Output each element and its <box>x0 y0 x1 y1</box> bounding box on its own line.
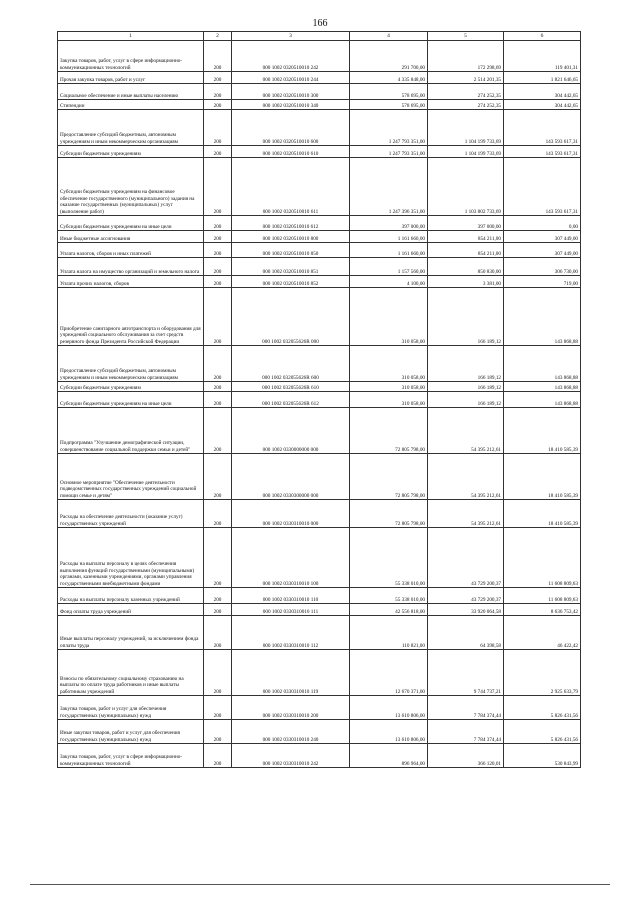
row-executed-cell: 7 784 374,44 <box>428 696 504 720</box>
row-budget-code-cell: 000 1002 0320510010 242 <box>232 41 350 72</box>
budget-table <box>57 31 581 768</box>
row-executed-cell: 1 104 199 733,69 <box>428 110 504 146</box>
row-name-cell: Субсидии бюджетным учреждениям <box>58 382 204 392</box>
row-executed-cell: 7 784 374,44 <box>428 720 504 744</box>
row-executed-cell: 166 189,12 <box>428 382 504 392</box>
row-name-cell: Предоставление субсидий бюджетным, автономным учреждениям и иным некоммерческим организациям <box>58 346 204 382</box>
table-row <box>58 84 581 100</box>
row-budget-code-cell: 000 1002 0330310010 112 <box>232 616 350 650</box>
row-remaining-cell: 306 730,00 <box>504 258 581 276</box>
table-row <box>58 100 581 110</box>
row-name-cell: Закупка товаров, работ, услуг в сфере информационно-коммуникационных технологий <box>58 41 204 72</box>
row-name-cell: Фонд оплаты труда учреждений <box>58 604 204 616</box>
row-line-code-cell: 200 <box>204 382 232 392</box>
row-approved-cell: 310 058,00 <box>350 288 428 346</box>
table-row <box>58 216 581 231</box>
column-header: 3 <box>232 32 350 41</box>
row-approved-cell: 72 805 798,00 <box>350 408 428 454</box>
row-executed-cell: 166 189,12 <box>428 392 504 408</box>
row-approved-cell: 1 157 560,00 <box>350 258 428 276</box>
header-row <box>58 32 581 41</box>
row-remaining-cell: 5 826 431,56 <box>504 696 581 720</box>
row-remaining-cell: 307 449,00 <box>504 231 581 243</box>
row-name-cell: Расходы на выплаты персоналу в целях обеспечения выполнения функций государственными (муниципальными) органами, казенными учреждениями, органами управления государственными внебюджетными фондами <box>58 528 204 588</box>
row-budget-code-cell: 000 1002 032055626R 610 <box>232 382 350 392</box>
row-approved-cell: 12 670 371,00 <box>350 650 428 696</box>
row-approved-cell: 13 610 806,00 <box>350 720 428 744</box>
row-approved-cell: 4 100,00 <box>350 276 428 288</box>
row-approved-cell: 42 556 818,00 <box>350 604 428 616</box>
row-remaining-cell: 46 422,42 <box>504 616 581 650</box>
page-bottom-rule <box>30 884 610 885</box>
row-executed-cell: 1 103 802 733,69 <box>428 158 504 216</box>
row-approved-cell: 55 338 010,00 <box>350 528 428 588</box>
row-approved-cell: 578 695,00 <box>350 84 428 100</box>
row-approved-cell: 13 610 806,00 <box>350 696 428 720</box>
row-name-cell: Субсидии бюджетным учреждениям на иные цели <box>58 216 204 231</box>
row-budget-code-cell: 000 1002 032055626R 600 <box>232 346 350 382</box>
row-line-code-cell: 200 <box>204 288 232 346</box>
row-budget-code-cell: 000 1002 0320510010 851 <box>232 258 350 276</box>
row-approved-cell: 578 695,00 <box>350 100 428 110</box>
row-line-code-cell: 200 <box>204 408 232 454</box>
table-row <box>58 696 581 720</box>
row-budget-code-cell: 000 1002 0330310010 200 <box>232 696 350 720</box>
row-name-cell: Стипендии <box>58 100 204 110</box>
row-executed-cell: 3 381,00 <box>428 276 504 288</box>
row-remaining-cell: 719,00 <box>504 276 581 288</box>
row-executed-cell: 366 120,01 <box>428 744 504 768</box>
table-row <box>58 41 581 72</box>
row-remaining-cell: 5 826 431,56 <box>504 720 581 744</box>
row-approved-cell: 110 821,00 <box>350 616 428 650</box>
table-row <box>58 616 581 650</box>
row-remaining-cell: 143 593 617,31 <box>504 110 581 146</box>
row-approved-cell: 4 335 848,00 <box>350 72 428 84</box>
row-budget-code-cell: 000 1002 0330310010 100 <box>232 528 350 588</box>
row-line-code-cell: 200 <box>204 346 232 382</box>
row-name-cell: Закупка товаров, работ, услуг в сфере информационно-коммуникационных технологий <box>58 744 204 768</box>
row-line-code-cell: 200 <box>204 276 232 288</box>
row-remaining-cell: 143 868,88 <box>504 288 581 346</box>
row-name-cell: Уплата налога на имущество организаций и земельного налога <box>58 258 204 276</box>
column-header: 5 <box>428 32 504 41</box>
row-approved-cell: 310 058,00 <box>350 382 428 392</box>
table-row <box>58 650 581 696</box>
row-name-cell: Иные бюджетные ассигнования <box>58 231 204 243</box>
row-name-cell: Закупка товаров, работ и услуг для обеспечения государственных (муниципальных) нужд <box>58 696 204 720</box>
row-executed-cell: 274 252,35 <box>428 100 504 110</box>
row-budget-code-cell: 000 1002 0330310010 240 <box>232 720 350 744</box>
row-approved-cell: 310 058,00 <box>350 346 428 382</box>
row-remaining-cell: 143 593 617,31 <box>504 146 581 158</box>
row-approved-cell: 1 161 660,00 <box>350 243 428 258</box>
table-row <box>58 588 581 604</box>
column-header: 6 <box>504 32 581 41</box>
row-budget-code-cell: 000 1002 0320510010 850 <box>232 243 350 258</box>
table-row <box>58 408 581 454</box>
row-remaining-cell: 143 593 617,31 <box>504 158 581 216</box>
row-budget-code-cell: 000 1002 0320510010 611 <box>232 158 350 216</box>
table-row <box>58 500 581 528</box>
row-line-code-cell: 200 <box>204 41 232 72</box>
row-line-code-cell: 200 <box>204 258 232 276</box>
row-approved-cell: 1 247 793 351,00 <box>350 146 428 158</box>
row-line-code-cell: 200 <box>204 696 232 720</box>
row-remaining-cell: 18 410 585,39 <box>504 408 581 454</box>
row-name-cell: Уплата прочих налогов, сборов <box>58 276 204 288</box>
table-row <box>58 382 581 392</box>
row-name-cell: Подпрограмма "Улучшение демографической ситуации, совершенствование социальной поддержки семьи и детей" <box>58 408 204 454</box>
row-budget-code-cell: 000 1002 0330310010 119 <box>232 650 350 696</box>
row-approved-cell: 896 964,00 <box>350 744 428 768</box>
row-remaining-cell: 143 868,88 <box>504 346 581 382</box>
column-header: 2 <box>204 32 232 41</box>
row-remaining-cell: 530 843,99 <box>504 744 581 768</box>
row-approved-cell: 1 247 396 351,00 <box>350 158 428 216</box>
column-header: 1 <box>58 32 204 41</box>
row-approved-cell: 291 700,00 <box>350 41 428 72</box>
row-name-cell: Основное мероприятие "Обеспечение деятельности подведомственных государственных учреждений социальной помощи семье и детям" <box>58 454 204 500</box>
row-budget-code-cell: 000 1002 032055626R 612 <box>232 392 350 408</box>
row-budget-code-cell: 000 1002 0330310010 242 <box>232 744 350 768</box>
table-row <box>58 346 581 382</box>
table-row <box>58 158 581 216</box>
table-row <box>58 720 581 744</box>
row-approved-cell: 310 058,00 <box>350 392 428 408</box>
row-executed-cell: 1 104 199 733,69 <box>428 146 504 158</box>
row-line-code-cell: 200 <box>204 146 232 158</box>
table-row <box>58 258 581 276</box>
row-approved-cell: 1 247 793 351,00 <box>350 110 428 146</box>
column-header: 4 <box>350 32 428 41</box>
row-executed-cell: 64 398,58 <box>428 616 504 650</box>
table-row <box>58 231 581 243</box>
table-row <box>58 392 581 408</box>
row-name-cell: Предоставление субсидий бюджетным, автономным учреждениям и иным некоммерческим организациям <box>58 110 204 146</box>
row-line-code-cell: 200 <box>204 72 232 84</box>
table-row <box>58 454 581 500</box>
row-executed-cell: 9 744 737,21 <box>428 650 504 696</box>
row-approved-cell: 55 338 010,00 <box>350 588 428 604</box>
row-budget-code-cell: 000 1002 0320510010 600 <box>232 110 350 146</box>
row-name-cell: Уплата налогов, сборов и иных платежей <box>58 243 204 258</box>
row-line-code-cell: 200 <box>204 454 232 500</box>
row-executed-cell: 43 729 200,37 <box>428 588 504 604</box>
row-line-code-cell: 200 <box>204 528 232 588</box>
table-row <box>58 243 581 258</box>
row-remaining-cell: 307 449,00 <box>504 243 581 258</box>
row-name-cell: Субсидии бюджетным учреждениям на иные цели <box>58 392 204 408</box>
row-line-code-cell: 200 <box>204 100 232 110</box>
row-name-cell: Субсидии бюджетным учреждениям на финансовое обеспечение государственного (муниципального) задания на оказание государственных (муниципальных) услуг (выполнение работ) <box>58 158 204 216</box>
row-line-code-cell: 200 <box>204 158 232 216</box>
table-row <box>58 276 581 288</box>
row-executed-cell: 397 000,00 <box>428 216 504 231</box>
row-executed-cell: 54 395 212,61 <box>428 408 504 454</box>
row-line-code-cell: 200 <box>204 392 232 408</box>
row-budget-code-cell: 000 1002 0320510010 300 <box>232 84 350 100</box>
row-budget-code-cell: 000 1002 0320510010 852 <box>232 276 350 288</box>
row-budget-code-cell: 000 1002 0330310010 000 <box>232 500 350 528</box>
row-remaining-cell: 143 868,88 <box>504 382 581 392</box>
row-executed-cell: 54 395 212,61 <box>428 500 504 528</box>
row-line-code-cell: 200 <box>204 616 232 650</box>
row-approved-cell: 72 805 798,00 <box>350 500 428 528</box>
row-executed-cell: 166 189,12 <box>428 288 504 346</box>
table-row <box>58 288 581 346</box>
row-executed-cell: 854 211,00 <box>428 243 504 258</box>
table-row <box>58 528 581 588</box>
row-name-cell: Приобретение санитарного автотранспорта и оборудования для учреждений социального обслуживания за счет средств резервного фонда Президента Российской Федерации <box>58 288 204 346</box>
row-budget-code-cell: 000 1002 0330310010 110 <box>232 588 350 604</box>
page-number: 166 <box>312 18 328 29</box>
row-approved-cell: 397 000,00 <box>350 216 428 231</box>
row-executed-cell: 274 252,35 <box>428 84 504 100</box>
row-executed-cell: 166 189,12 <box>428 346 504 382</box>
row-executed-cell: 43 729 200,37 <box>428 528 504 588</box>
row-name-cell: Иные закупки товаров, работ и услуг для обеспечения государственных (муниципальных) нужд <box>58 720 204 744</box>
row-approved-cell: 1 161 660,00 <box>350 231 428 243</box>
row-line-code-cell: 200 <box>204 110 232 146</box>
row-budget-code-cell: 000 1002 0320510010 610 <box>232 146 350 158</box>
row-remaining-cell: 11 608 809,63 <box>504 588 581 604</box>
row-remaining-cell: 304 442,65 <box>504 84 581 100</box>
row-executed-cell: 54 395 212,61 <box>428 454 504 500</box>
row-budget-code-cell: 000 1002 0330300000 000 <box>232 454 350 500</box>
row-line-code-cell: 200 <box>204 243 232 258</box>
row-line-code-cell: 200 <box>204 84 232 100</box>
row-line-code-cell: 200 <box>204 650 232 696</box>
row-executed-cell: 850 830,00 <box>428 258 504 276</box>
row-remaining-cell: 2 925 633,79 <box>504 650 581 696</box>
row-approved-cell: 72 805 798,00 <box>350 454 428 500</box>
row-remaining-cell: 8 636 753,42 <box>504 604 581 616</box>
row-line-code-cell: 200 <box>204 588 232 604</box>
row-budget-code-cell: 000 1002 0320510010 340 <box>232 100 350 110</box>
row-name-cell: Прочая закупка товаров, работ и услуг <box>58 72 204 84</box>
row-budget-code-cell: 000 1002 0320510010 800 <box>232 231 350 243</box>
table-row <box>58 744 581 768</box>
table-row <box>58 110 581 146</box>
row-budget-code-cell: 000 1002 0320510010 612 <box>232 216 350 231</box>
row-remaining-cell: 119 401,31 <box>504 41 581 72</box>
row-line-code-cell: 200 <box>204 216 232 231</box>
row-remaining-cell: 304 442,65 <box>504 100 581 110</box>
row-remaining-cell: 11 608 809,63 <box>504 528 581 588</box>
row-executed-cell: 172 298,69 <box>428 41 504 72</box>
table-row <box>58 72 581 84</box>
row-line-code-cell: 200 <box>204 500 232 528</box>
row-name-cell: Расходы на выплаты персоналу казенных учреждений <box>58 588 204 604</box>
row-remaining-cell: 18 410 585,39 <box>504 454 581 500</box>
row-line-code-cell: 200 <box>204 720 232 744</box>
row-budget-code-cell: 000 1002 032055626R 000 <box>232 288 350 346</box>
row-executed-cell: 33 920 064,58 <box>428 604 504 616</box>
row-remaining-cell: 143 868,88 <box>504 392 581 408</box>
row-budget-code-cell: 000 1002 0320510010 244 <box>232 72 350 84</box>
row-line-code-cell: 200 <box>204 231 232 243</box>
table-row <box>58 146 581 158</box>
row-remaining-cell: 1 821 646,65 <box>504 72 581 84</box>
row-remaining-cell: 18 410 585,39 <box>504 500 581 528</box>
row-line-code-cell: 200 <box>204 604 232 616</box>
row-name-cell: Субсидии бюджетным учреждениям <box>58 146 204 158</box>
row-line-code-cell: 200 <box>204 744 232 768</box>
row-budget-code-cell: 000 1002 0330000000 000 <box>232 408 350 454</box>
table-row <box>58 604 581 616</box>
row-remaining-cell: 0,00 <box>504 216 581 231</box>
row-name-cell: Иные выплаты персоналу учреждений, за исключением фонда оплаты труда <box>58 616 204 650</box>
row-budget-code-cell: 000 1002 0330310010 111 <box>232 604 350 616</box>
row-name-cell: Расходы на обеспечение деятельности (оказание услуг) государственных учреждений <box>58 500 204 528</box>
row-executed-cell: 854 211,00 <box>428 231 504 243</box>
row-name-cell: Взносы по обязательному социальному страхованию на выплаты по оплате труда работников и иные выплаты работникам учреждений <box>58 650 204 696</box>
row-name-cell: Социальное обеспечение и иные выплаты населению <box>58 84 204 100</box>
row-executed-cell: 2 514 201,35 <box>428 72 504 84</box>
